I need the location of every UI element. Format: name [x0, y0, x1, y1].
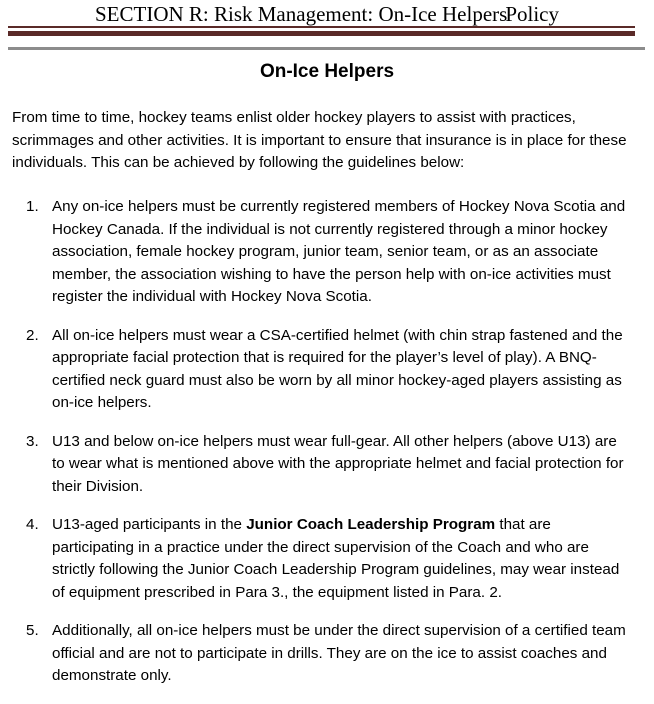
list-item-emphasis: Junior Coach Leadership Program: [246, 516, 496, 533]
list-item-text: U13 and below on-ice helpers must wear full-gear. All other helpers (above U13) are to wear what is mentioned above with the appropriate helmet and facial protection for their Division.: [52, 432, 624, 495]
header-title-tail: Policy: [505, 2, 559, 26]
list-item-text: U13-aged participants in the: [52, 516, 247, 533]
list-item: [0, 431, 654, 499]
list-item-body: [52, 514, 632, 604]
list-item-body: [52, 620, 632, 688]
header-rule-thin: [8, 26, 635, 28]
running-header: [0, 0, 654, 27]
list-item: [0, 196, 654, 309]
header-title-main: SECTION R: Risk Management: On-Ice Helpers: [94, 2, 508, 26]
list-item-number: 2.: [26, 326, 39, 344]
header-rule-gray: [8, 47, 645, 50]
list-item-text: All on-ice helpers must wear a CSA-certified helmet (with chin strap fastened and the appropriate facial protection that is required for the player’s level of play). A BNQ-certified neck guard must also be worn by all minor hockey-aged players assisting as on-ice helpers.: [52, 326, 623, 411]
list-item-number: 3.: [26, 432, 39, 450]
list-item: [0, 514, 654, 604]
list-item: [0, 620, 654, 688]
list-item-number: 5.: [26, 622, 39, 639]
header-title: [0, 0, 654, 27]
intro-paragraph: From time to time, hockey teams enlist older hockey players to assist with practices, scrimmages and other activities. It is important to ensure that insurance is in place for these individuals. This can be achieved by following the guidelines below:: [12, 109, 627, 171]
page-title: On-Ice Helpers: [259, 61, 395, 82]
list-item-text: Additionally, all on-ice helpers must be under the direct supervision of a certified team official and are not to participate in drills. They are on the ice to assist coaches and demonstrate only.: [52, 622, 626, 684]
list-item-body: [52, 431, 632, 499]
list-item: [0, 325, 654, 415]
list-item-body: [52, 196, 632, 309]
list-item-body: [52, 325, 632, 415]
header-rule-thick: [8, 31, 635, 36]
list-item-number: 1.: [26, 198, 39, 215]
list-item-number: 4.: [26, 516, 39, 533]
list-item-text-tail: that are participating in a practice under the direct supervision of the Coach and who are strictly following the Junior Coach Leadership Program guidelines, may wear instead of equipment prescribed in Para 3., the equipment listed in Para. 2.: [52, 516, 620, 601]
list-item-text: Any on-ice helpers must be currently registered members of Hockey Nova Scotia and Hockey Canada. If the individual is not currently registered through a minor hockey association, female hockey program, junior team, senior team, or as an associate member, the association wishing to have the person help with on-ice activities must register the individual with Hockey Nova Scotia.: [52, 198, 626, 305]
guidelines-list: [0, 196, 654, 704]
